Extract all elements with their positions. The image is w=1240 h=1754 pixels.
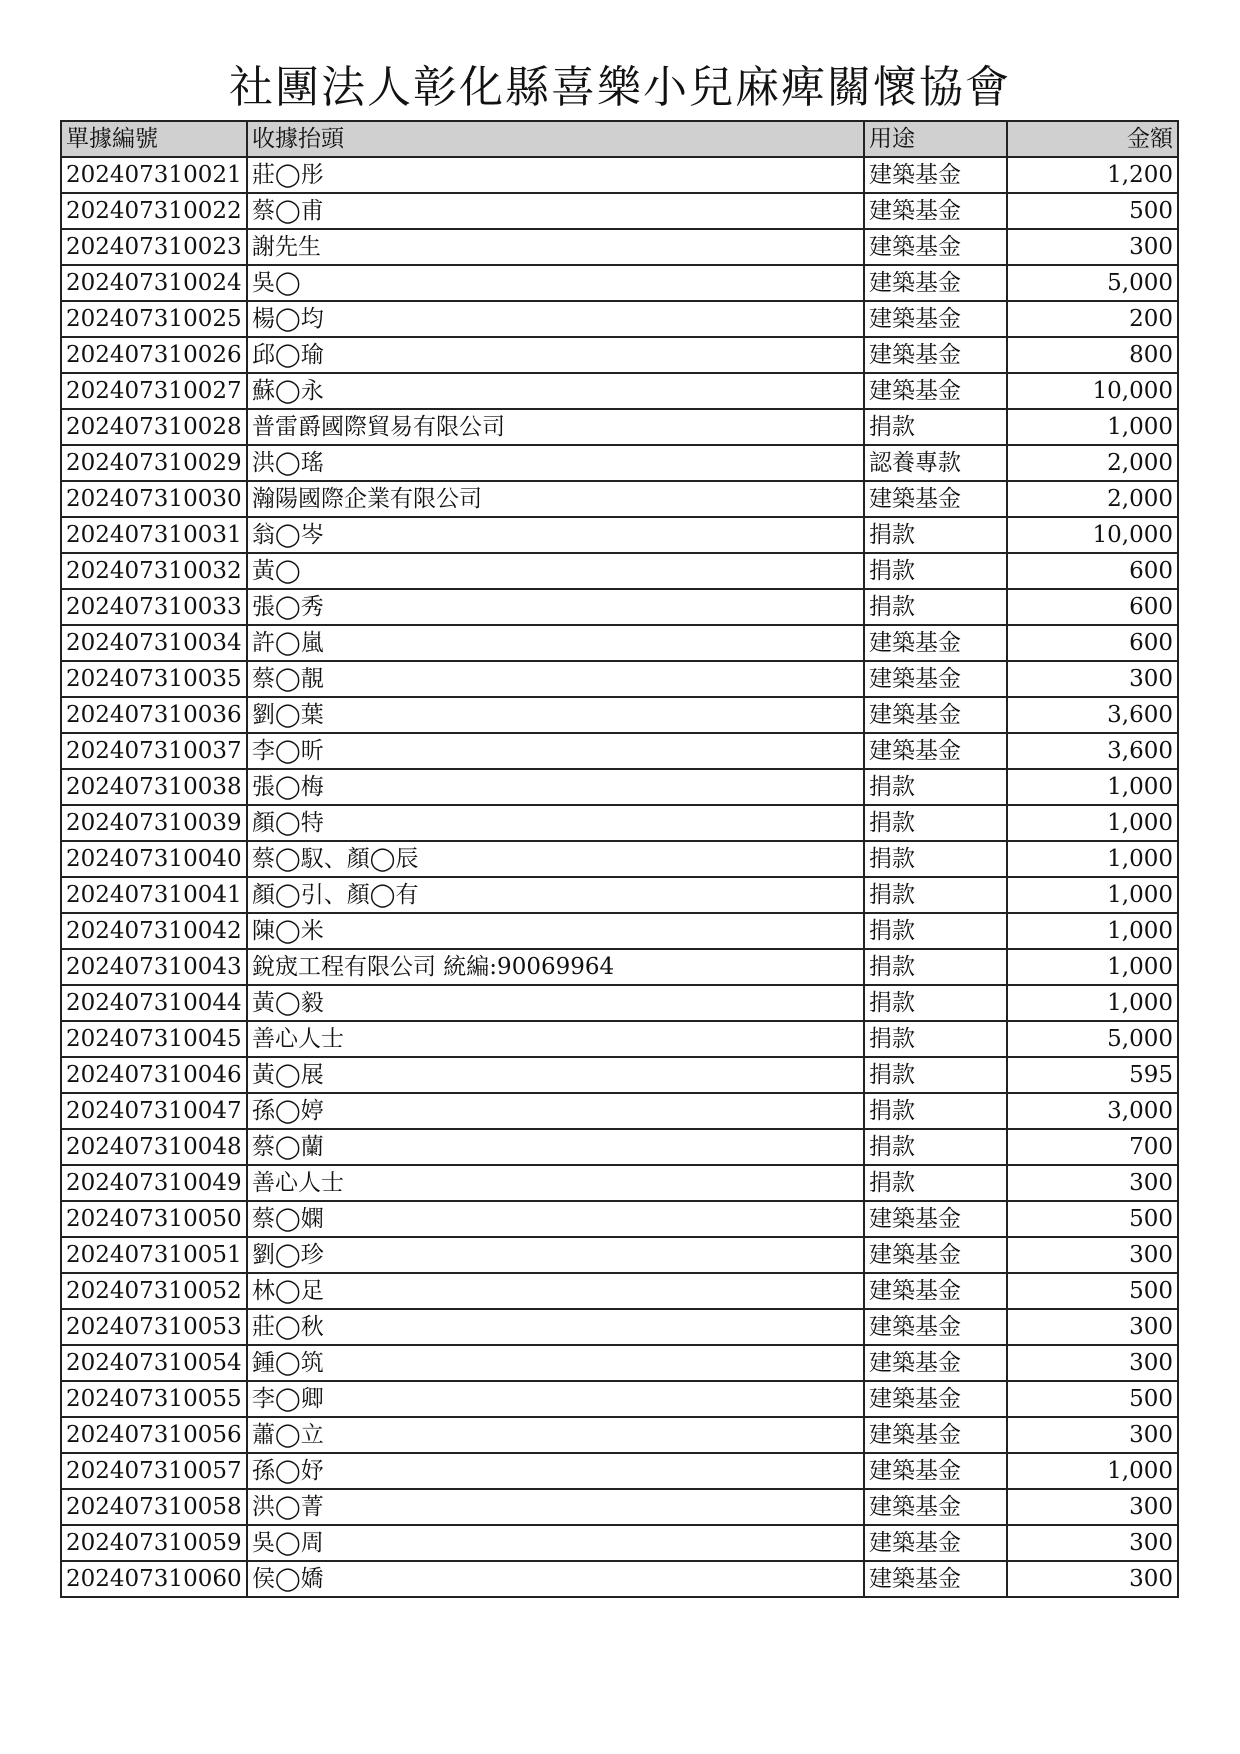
purpose-cell: 捐款: [864, 1165, 1007, 1201]
receipt-number-cell: 202407310057: [61, 1453, 247, 1489]
payee-cell: 翁◯岑: [247, 517, 864, 553]
table-row: [61, 1345, 1178, 1381]
amount-cell: 300: [1007, 1417, 1178, 1453]
table-row: [61, 1093, 1178, 1129]
payee-cell: 蔡◯蘭: [247, 1129, 864, 1165]
table-row: [61, 481, 1178, 517]
amount-cell: 1,000: [1007, 769, 1178, 805]
purpose-cell: 建築基金: [864, 301, 1007, 337]
payee-cell: 孫◯妤: [247, 1453, 864, 1489]
purpose-cell: 捐款: [864, 1129, 1007, 1165]
purpose-cell: 捐款: [864, 1093, 1007, 1129]
payee-cell: 莊◯彤: [247, 157, 864, 193]
receipt-number-cell: 202407310038: [61, 769, 247, 805]
receipt-number-cell: 202407310041: [61, 877, 247, 913]
amount-cell: 300: [1007, 1165, 1178, 1201]
purpose-cell: 建築基金: [864, 193, 1007, 229]
payee-cell: 蘇◯永: [247, 373, 864, 409]
table-row: [61, 769, 1178, 805]
table-row: [61, 553, 1178, 589]
payee-cell: 許◯嵐: [247, 625, 864, 661]
amount-cell: 700: [1007, 1129, 1178, 1165]
receipt-number-cell: 202407310029: [61, 445, 247, 481]
header-amount: 金額: [1007, 121, 1178, 157]
amount-cell: 1,000: [1007, 985, 1178, 1021]
table-row: [61, 157, 1178, 193]
table-row: [61, 373, 1178, 409]
amount-cell: 1,000: [1007, 409, 1178, 445]
payee-cell: 黃◯: [247, 553, 864, 589]
payee-cell: 吳◯周: [247, 1525, 864, 1561]
amount-cell: 600: [1007, 553, 1178, 589]
amount-cell: 1,000: [1007, 949, 1178, 985]
purpose-cell: 建築基金: [864, 229, 1007, 265]
payee-cell: 黃◯毅: [247, 985, 864, 1021]
table-row: [61, 1165, 1178, 1201]
purpose-cell: 建築基金: [864, 1489, 1007, 1525]
purpose-cell: 建築基金: [864, 1237, 1007, 1273]
table-row: [61, 625, 1178, 661]
header-purpose: 用途: [864, 121, 1007, 157]
table-row: [61, 1561, 1178, 1597]
receipt-number-cell: 202407310030: [61, 481, 247, 517]
amount-cell: 300: [1007, 1345, 1178, 1381]
table-row: [61, 301, 1178, 337]
table-header-row: [61, 121, 1178, 157]
purpose-cell: 捐款: [864, 769, 1007, 805]
table-row: [61, 1237, 1178, 1273]
table-row: [61, 1129, 1178, 1165]
receipt-number-cell: 202407310034: [61, 625, 247, 661]
purpose-cell: 認養專款: [864, 445, 1007, 481]
amount-cell: 300: [1007, 1525, 1178, 1561]
purpose-cell: 建築基金: [864, 1201, 1007, 1237]
purpose-cell: 捐款: [864, 1057, 1007, 1093]
receipt-number-cell: 202407310035: [61, 661, 247, 697]
amount-cell: 2,000: [1007, 445, 1178, 481]
purpose-cell: 捐款: [864, 553, 1007, 589]
purpose-cell: 建築基金: [864, 697, 1007, 733]
purpose-cell: 捐款: [864, 1021, 1007, 1057]
amount-cell: 300: [1007, 1309, 1178, 1345]
table-row: [61, 337, 1178, 373]
payee-cell: 蔡◯甫: [247, 193, 864, 229]
table-row: [61, 841, 1178, 877]
receipt-number-cell: 202407310045: [61, 1021, 247, 1057]
purpose-cell: 建築基金: [864, 661, 1007, 697]
table-row: [61, 1489, 1178, 1525]
table-row: [61, 1309, 1178, 1345]
table-row: [61, 1273, 1178, 1309]
amount-cell: 500: [1007, 1273, 1178, 1309]
receipt-number-cell: 202407310060: [61, 1561, 247, 1597]
payee-cell: 張◯秀: [247, 589, 864, 625]
amount-cell: 800: [1007, 337, 1178, 373]
payee-cell: 張◯梅: [247, 769, 864, 805]
receipt-number-cell: 202407310056: [61, 1417, 247, 1453]
table-row: [61, 805, 1178, 841]
receipt-number-cell: 202407310042: [61, 913, 247, 949]
amount-cell: 1,000: [1007, 841, 1178, 877]
amount-cell: 500: [1007, 193, 1178, 229]
amount-cell: 300: [1007, 1489, 1178, 1525]
amount-cell: 3,000: [1007, 1093, 1178, 1129]
amount-cell: 10,000: [1007, 517, 1178, 553]
purpose-cell: 建築基金: [864, 733, 1007, 769]
table-row: [61, 517, 1178, 553]
amount-cell: 5,000: [1007, 1021, 1178, 1057]
receipt-number-cell: 202407310052: [61, 1273, 247, 1309]
amount-cell: 500: [1007, 1381, 1178, 1417]
purpose-cell: 建築基金: [864, 1525, 1007, 1561]
purpose-cell: 建築基金: [864, 1381, 1007, 1417]
purpose-cell: 建築基金: [864, 1273, 1007, 1309]
payee-cell: 蔡◯靚: [247, 661, 864, 697]
payee-cell: 銳宬工程有限公司 統編:90069964: [247, 949, 864, 985]
payee-cell: 李◯昕: [247, 733, 864, 769]
amount-cell: 500: [1007, 1201, 1178, 1237]
amount-cell: 1,000: [1007, 913, 1178, 949]
purpose-cell: 捐款: [864, 841, 1007, 877]
header-receipt-number: 單據編號: [61, 121, 247, 157]
payee-cell: 莊◯秋: [247, 1309, 864, 1345]
receipts-table: [60, 120, 1179, 1598]
purpose-cell: 建築基金: [864, 337, 1007, 373]
table-row: [61, 877, 1178, 913]
receipt-number-cell: 202407310048: [61, 1129, 247, 1165]
table-row: [61, 949, 1178, 985]
payee-cell: 孫◯婷: [247, 1093, 864, 1129]
purpose-cell: 建築基金: [864, 157, 1007, 193]
receipt-number-cell: 202407310039: [61, 805, 247, 841]
receipt-number-cell: 202407310031: [61, 517, 247, 553]
amount-cell: 600: [1007, 589, 1178, 625]
receipt-number-cell: 202407310033: [61, 589, 247, 625]
table-row: [61, 1453, 1178, 1489]
amount-cell: 200: [1007, 301, 1178, 337]
table-row: [61, 589, 1178, 625]
receipt-number-cell: 202407310043: [61, 949, 247, 985]
payee-cell: 李◯卿: [247, 1381, 864, 1417]
purpose-cell: 建築基金: [864, 1309, 1007, 1345]
purpose-cell: 捐款: [864, 589, 1007, 625]
table-row: [61, 193, 1178, 229]
receipt-number-cell: 202407310049: [61, 1165, 247, 1201]
receipt-number-cell: 202407310055: [61, 1381, 247, 1417]
receipt-number-cell: 202407310026: [61, 337, 247, 373]
amount-cell: 1,000: [1007, 805, 1178, 841]
table-row: [61, 1381, 1178, 1417]
table-row: [61, 1057, 1178, 1093]
amount-cell: 300: [1007, 229, 1178, 265]
receipt-number-cell: 202407310036: [61, 697, 247, 733]
receipt-number-cell: 202407310059: [61, 1525, 247, 1561]
purpose-cell: 建築基金: [864, 373, 1007, 409]
receipt-number-cell: 202407310044: [61, 985, 247, 1021]
payee-cell: 劉◯珍: [247, 1237, 864, 1273]
purpose-cell: 建築基金: [864, 1561, 1007, 1597]
purpose-cell: 捐款: [864, 877, 1007, 913]
purpose-cell: 建築基金: [864, 1453, 1007, 1489]
receipt-number-cell: 202407310050: [61, 1201, 247, 1237]
payee-cell: 鍾◯筑: [247, 1345, 864, 1381]
payee-cell: 善心人士: [247, 1165, 864, 1201]
table-row: [61, 913, 1178, 949]
table-row: [61, 985, 1178, 1021]
payee-cell: 謝先生: [247, 229, 864, 265]
receipt-number-cell: 202407310027: [61, 373, 247, 409]
receipt-number-cell: 202407310047: [61, 1093, 247, 1129]
amount-cell: 300: [1007, 1237, 1178, 1273]
table-row: [61, 229, 1178, 265]
table-row: [61, 1021, 1178, 1057]
receipt-number-cell: 202407310046: [61, 1057, 247, 1093]
purpose-cell: 捐款: [864, 913, 1007, 949]
payee-cell: 陳◯米: [247, 913, 864, 949]
payee-cell: 林◯足: [247, 1273, 864, 1309]
payee-cell: 洪◯菁: [247, 1489, 864, 1525]
table-row: [61, 1525, 1178, 1561]
table-row: [61, 661, 1178, 697]
purpose-cell: 捐款: [864, 949, 1007, 985]
payee-cell: 蔡◯馭、顏◯辰: [247, 841, 864, 877]
purpose-cell: 建築基金: [864, 481, 1007, 517]
page-title: 社團法人彰化縣喜樂小兒麻痺關懷協會: [229, 62, 1011, 113]
payee-cell: 吳◯: [247, 265, 864, 301]
purpose-cell: 捐款: [864, 985, 1007, 1021]
payee-cell: 黃◯展: [247, 1057, 864, 1093]
amount-cell: 10,000: [1007, 373, 1178, 409]
payee-cell: 洪◯瑤: [247, 445, 864, 481]
table-body: [61, 157, 1178, 1597]
amount-cell: 3,600: [1007, 733, 1178, 769]
table-row: [61, 733, 1178, 769]
table-row: [61, 265, 1178, 301]
table-row: [61, 1417, 1178, 1453]
amount-cell: 1,200: [1007, 157, 1178, 193]
payee-cell: 侯◯嬌: [247, 1561, 864, 1597]
receipt-number-cell: 202407310022: [61, 193, 247, 229]
header-receipt-payee: 收據抬頭: [247, 121, 864, 157]
amount-cell: 5,000: [1007, 265, 1178, 301]
receipt-number-cell: 202407310024: [61, 265, 247, 301]
table-row: [61, 697, 1178, 733]
receipt-number-cell: 202407310051: [61, 1237, 247, 1273]
table-row: [61, 445, 1178, 481]
purpose-cell: 建築基金: [864, 1345, 1007, 1381]
purpose-cell: 建築基金: [864, 265, 1007, 301]
payee-cell: 楊◯均: [247, 301, 864, 337]
amount-cell: 600: [1007, 625, 1178, 661]
amount-cell: 300: [1007, 661, 1178, 697]
receipt-number-cell: 202407310032: [61, 553, 247, 589]
payee-cell: 蔡◯嫻: [247, 1201, 864, 1237]
receipt-number-cell: 202407310037: [61, 733, 247, 769]
receipt-number-cell: 202407310021: [61, 157, 247, 193]
amount-cell: 3,600: [1007, 697, 1178, 733]
payee-cell: 蕭◯立: [247, 1417, 864, 1453]
purpose-cell: 捐款: [864, 517, 1007, 553]
amount-cell: 1,000: [1007, 877, 1178, 913]
amount-cell: 2,000: [1007, 481, 1178, 517]
table-row: [61, 409, 1178, 445]
purpose-cell: 建築基金: [864, 1417, 1007, 1453]
receipt-number-cell: 202407310023: [61, 229, 247, 265]
payee-cell: 顏◯特: [247, 805, 864, 841]
amount-cell: 1,000: [1007, 1453, 1178, 1489]
purpose-cell: 捐款: [864, 805, 1007, 841]
receipt-number-cell: 202407310054: [61, 1345, 247, 1381]
payee-cell: 普雷爵國際貿易有限公司: [247, 409, 864, 445]
payee-cell: 善心人士: [247, 1021, 864, 1057]
amount-cell: 300: [1007, 1561, 1178, 1597]
purpose-cell: 建築基金: [864, 625, 1007, 661]
purpose-cell: 捐款: [864, 409, 1007, 445]
payee-cell: 劉◯葉: [247, 697, 864, 733]
receipt-number-cell: 202407310053: [61, 1309, 247, 1345]
table-row: [61, 1201, 1178, 1237]
receipt-number-cell: 202407310058: [61, 1489, 247, 1525]
payee-cell: 瀚陽國際企業有限公司: [247, 481, 864, 517]
receipt-number-cell: 202407310028: [61, 409, 247, 445]
payee-cell: 顏◯引、顏◯有: [247, 877, 864, 913]
receipt-number-cell: 202407310040: [61, 841, 247, 877]
amount-cell: 595: [1007, 1057, 1178, 1093]
payee-cell: 邱◯瑜: [247, 337, 864, 373]
receipt-number-cell: 202407310025: [61, 301, 247, 337]
